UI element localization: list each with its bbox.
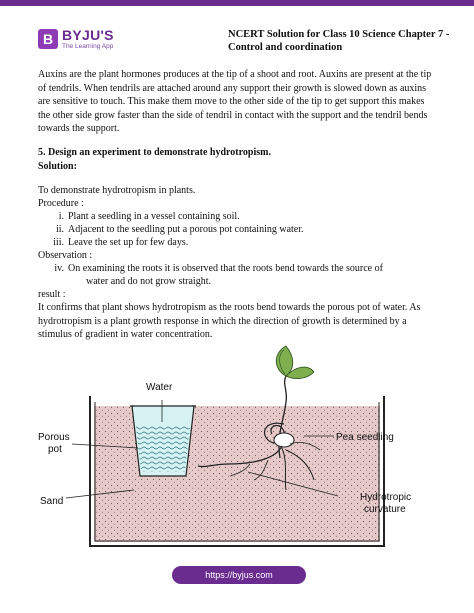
- question-heading: 5. Design an experiment to demonstrate hydrotropism.: [38, 147, 271, 158]
- seedling-leaf: [276, 346, 293, 376]
- procedure-item: [50, 236, 188, 250]
- logo-text: [62, 28, 114, 51]
- page-header-title: [228, 28, 464, 54]
- byjus-logo[interactable]: [38, 24, 130, 54]
- observation-item: [50, 262, 440, 276]
- procedure-item: [50, 210, 240, 224]
- water-label: Water: [146, 382, 173, 393]
- observation-item-number: iv.: [54, 263, 64, 274]
- porous-pot-label-line-1: Porous: [38, 432, 70, 443]
- pot-water: [136, 426, 190, 472]
- top-accent-bar: [0, 0, 474, 6]
- hydrotropic-label-line-2: curvature: [364, 504, 406, 515]
- auxin-paragraph: Auxins are the plant hormones produces at the tip of a shoot and root. Auxins are present at the tip of tendrils. When tendrils are attached around any support their growth is slowed down as auxins are sensitive to touch. This make them move to the other side of the tip to get support this makes the other side grow faster than the side of tendril in contact with the support and the tendril bends towards the support.: [38, 69, 432, 135]
- hydrotropic-label-line-1: Hydrotropic: [360, 492, 412, 503]
- sand-label: Sand: [40, 496, 64, 507]
- header-title-line-1: NCERT Solution for Class 10 Science Chapter 7 -: [228, 29, 450, 40]
- logo-name: BYJU'S: [62, 26, 114, 43]
- procedure-item-text: Plant a seedling in a vessel containing soil.: [68, 211, 240, 222]
- logo-tagline: The Learning App: [62, 42, 114, 50]
- footer-url-link[interactable]: https://byjus.com: [172, 566, 306, 584]
- porous-pot-label-line-2: pot: [48, 444, 62, 455]
- logo-mark-icon: B: [38, 29, 58, 49]
- result-label: result :: [38, 289, 66, 300]
- intro-text: To demonstrate hydrotropism in plants.: [38, 185, 196, 196]
- procedure-item: [50, 223, 304, 237]
- procedure-item-text: Leave the set up for few days.: [68, 237, 189, 248]
- procedure-item-number: ii.: [55, 224, 64, 235]
- observation-item-text: On examining the roots it is observed that the roots bend towards the source of: [68, 263, 383, 274]
- header-title-line-2: Control and coordination: [228, 42, 343, 53]
- observation-label: Observation :: [38, 250, 93, 261]
- observation-item-text-cont: water and do not grow straight.: [86, 276, 211, 287]
- hydrotropism-diagram: [38, 340, 438, 548]
- procedure-item-number: i.: [58, 211, 64, 222]
- solution-label: Solution:: [38, 161, 77, 172]
- procedure-item-number: iii.: [53, 237, 64, 248]
- procedure-item-text: Adjacent to the seedling put a porous pot containing water.: [68, 224, 304, 235]
- result-paragraph: It confirms that plant shows hydrotropism as the roots bend towards the porous pot of water. As hydrotropism is a plant growth response in which the direction of growth is determined by a stimulus of gradient in water concentration.: [38, 302, 421, 341]
- procedure-label: Procedure :: [38, 198, 84, 209]
- pea-seedling-label: Pea seedling: [336, 432, 394, 443]
- pea-seed: [274, 433, 294, 447]
